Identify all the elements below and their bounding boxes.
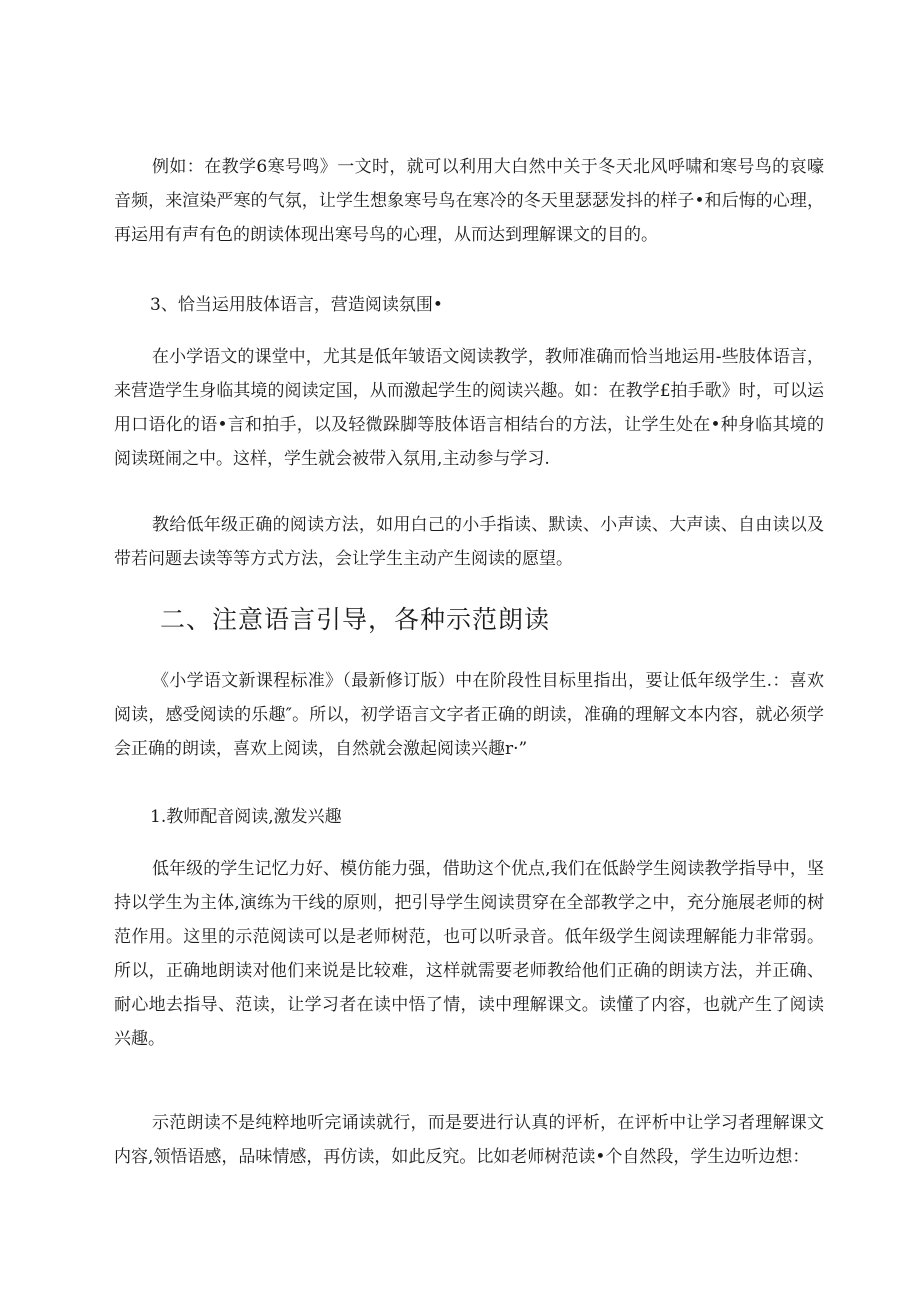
section-title-language-guidance: 二、注意语言引导，各种示范朗读 (160, 605, 551, 634)
paragraph-curriculum-standard: 《小学语文新课程标准》（最新修订版）中在阶段性目标里指出，要让低年级学生.：喜欢阅读，感受阅读的乐趣″。所以，初学语言文字者正确的朗读，准确的理解文本内容，就必须学会正确的朗读，喜欢上阅读，自然就会激起阅读兴趣r·” (114, 671, 824, 759)
paragraph-demonstration-evaluation: 示范朗读不是纯粹地听完诵读就行，而是要进行认真的评析，在评析中让学习者理解课文内容,领悟语感，品味情感，再仿读，如此反究。比如老师树范读•个自然段，学生边听边想： (114, 1113, 824, 1167)
paragraph-reading-methods: 教给低年级正确的阅读方法，如用白己的小手指读、默读、小声读、大声读、自由读以及带若问题去读等等方式方法，会让学生主动产生阅读的愿望。 (114, 515, 824, 569)
paragraph-teacher-demonstration: 低年级的学生记忆力好、模仿能力强，借助这个优点,我们在低龄学生阅读教学指导中，坚持以学生为主体,演练为干线的原则，把引导学生阅读贯穿在全部教学之中，充分施展老师的树范作用。这里的示范阅读可以是老师树范，也可以听录音。低年级学生阅读理解能力非常弱。所以，正确地朗读对他们来说是比较难，这样就需要老师教给他们正确的朗读方法，并正确、耐心地去指导、范读，让学习者在读中悟了情，读中理解课文。读懂了内容，也就产生了阅读兴趣。 (114, 859, 824, 1049)
subheading-body-language: 3、恰当运用肢体语言，营造阅读氛围• (150, 295, 443, 315)
subheading-teacher-reading: 1.教师配音阅读,激发兴趣 (150, 807, 342, 827)
paragraph-body-language: 在小学语文的课堂中，尤其是低年皱语文阅读教学，教师准确而恰当地运用-些肢体语言，来营造学生身临其境的阅读定国，从而激起学生的阅读兴趣。如：在教学£拍手歌》时，可以运用口语化的语•言和拍手，以及轻微跺脚等肢体语言相结台的方法，让学生处在•种身临其境的阅读斑闹之中。这样，学生就会被带入氛用,主动参与学习. (114, 347, 824, 469)
paragraph-example-hanhaoniao: 例如：在教学6寒号鸣》一文时，就可以利用大白然中关于冬天北风呼啸和寒号鸟的哀嚎音频，来渲染严寒的气氛，让学生想象寒号鸟在寒冷的冬天里瑟瑟发抖的样子•和后悔的心理，再运用有声有色的朗读体现出寒号鸟的心理，从而达到理解课文的目的。 (114, 157, 824, 245)
